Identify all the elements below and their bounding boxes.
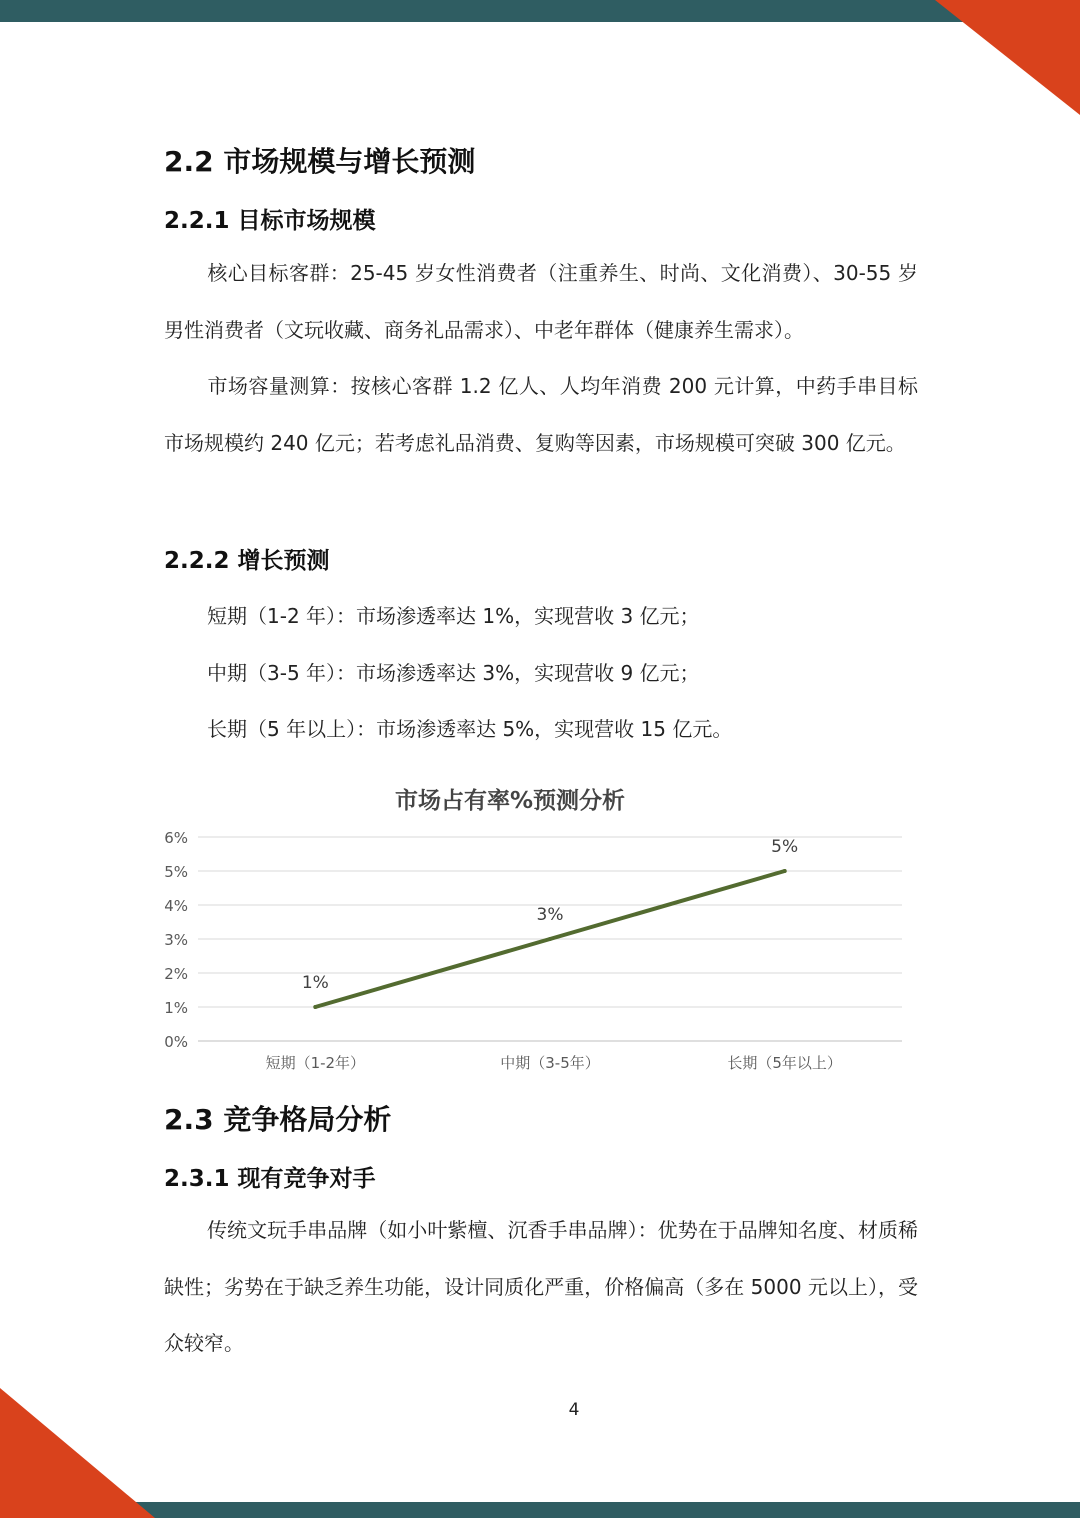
paragraph-text: 传统文玩手串品牌（如小叶紫檀、沉香手串品牌）：优势在于品牌知名度、材质稀缺性；劣势在于缺乏养生功能，设计同质化严重，价格偏高（多在 5000 元以上），受众较窄。 bbox=[164, 1218, 918, 1355]
top-right-corner-decoration bbox=[935, 0, 1080, 115]
y-tick-label: 0% bbox=[164, 1033, 188, 1051]
chart-title: 市场占有率%预测分析 bbox=[394, 788, 626, 814]
data-point bbox=[313, 1005, 317, 1009]
subsection-heading-2-2-2: 2.2.2 增长预测 bbox=[164, 548, 330, 574]
growth-short-term: 短期（1-2 年）：市场渗透率达 1%，实现营收 3 亿元； bbox=[207, 604, 700, 628]
y-tick-label: 1% bbox=[164, 999, 188, 1017]
y-tick-label: 5% bbox=[164, 863, 188, 881]
x-tick-label: 长期（5年以上） bbox=[727, 1054, 842, 1072]
paragraph-text: 市场容量测算：按核心客群 1.2 亿人、人均年消费 200 元计算，中药手串目标市场规模约 240 亿元；若考虑礼品消费、复购等因素，市场规模可突破 300 亿元。 bbox=[164, 374, 918, 455]
market-share-chart bbox=[160, 778, 920, 1078]
data-point bbox=[783, 869, 787, 873]
paragraph-text: 核心目标客群：25-45 岁女性消费者（注重养生、时尚、文化消费）、30-55 岁男性消费者（文玩收藏、商务礼品需求）、中老年群体（健康养生需求）。 bbox=[164, 261, 918, 342]
paragraph-competitors bbox=[164, 1202, 918, 1372]
subsection-heading-2-2-1: 2.2.1 目标市场规模 bbox=[164, 208, 376, 234]
bottom-left-corner-decoration bbox=[0, 1388, 155, 1518]
x-tick-label: 短期（1-2年） bbox=[265, 1054, 366, 1072]
y-tick-label: 6% bbox=[164, 829, 188, 847]
data-label: 5% bbox=[771, 837, 799, 857]
chart-plot bbox=[160, 778, 920, 1078]
page-number: 4 bbox=[568, 1400, 580, 1420]
y-tick-label: 4% bbox=[164, 897, 188, 915]
data-label: 3% bbox=[536, 905, 564, 925]
data-label: 1% bbox=[301, 973, 329, 993]
paragraph-target-customers bbox=[164, 245, 918, 358]
growth-mid-term: 中期（3-5 年）：市场渗透率达 3%，实现营收 9 亿元； bbox=[207, 661, 700, 685]
y-tick-label: 3% bbox=[164, 931, 188, 949]
paragraph-market-capacity bbox=[164, 358, 918, 471]
top-header-bar bbox=[0, 0, 1080, 22]
bottom-footer-bar bbox=[0, 1502, 1080, 1518]
growth-long-term: 长期（5 年以上）：市场渗透率达 5%，实现营收 15 亿元。 bbox=[207, 717, 733, 741]
data-point bbox=[548, 937, 552, 941]
section-heading-2-2: 2.2 市场规模与增长预测 bbox=[164, 145, 476, 178]
subsection-heading-2-3-1: 2.3.1 现有竞争对手 bbox=[164, 1166, 376, 1192]
x-tick-label: 中期（3-5年） bbox=[500, 1054, 600, 1072]
y-tick-label: 2% bbox=[164, 965, 188, 983]
section-heading-2-3: 2.3 竞争格局分析 bbox=[164, 1103, 392, 1136]
